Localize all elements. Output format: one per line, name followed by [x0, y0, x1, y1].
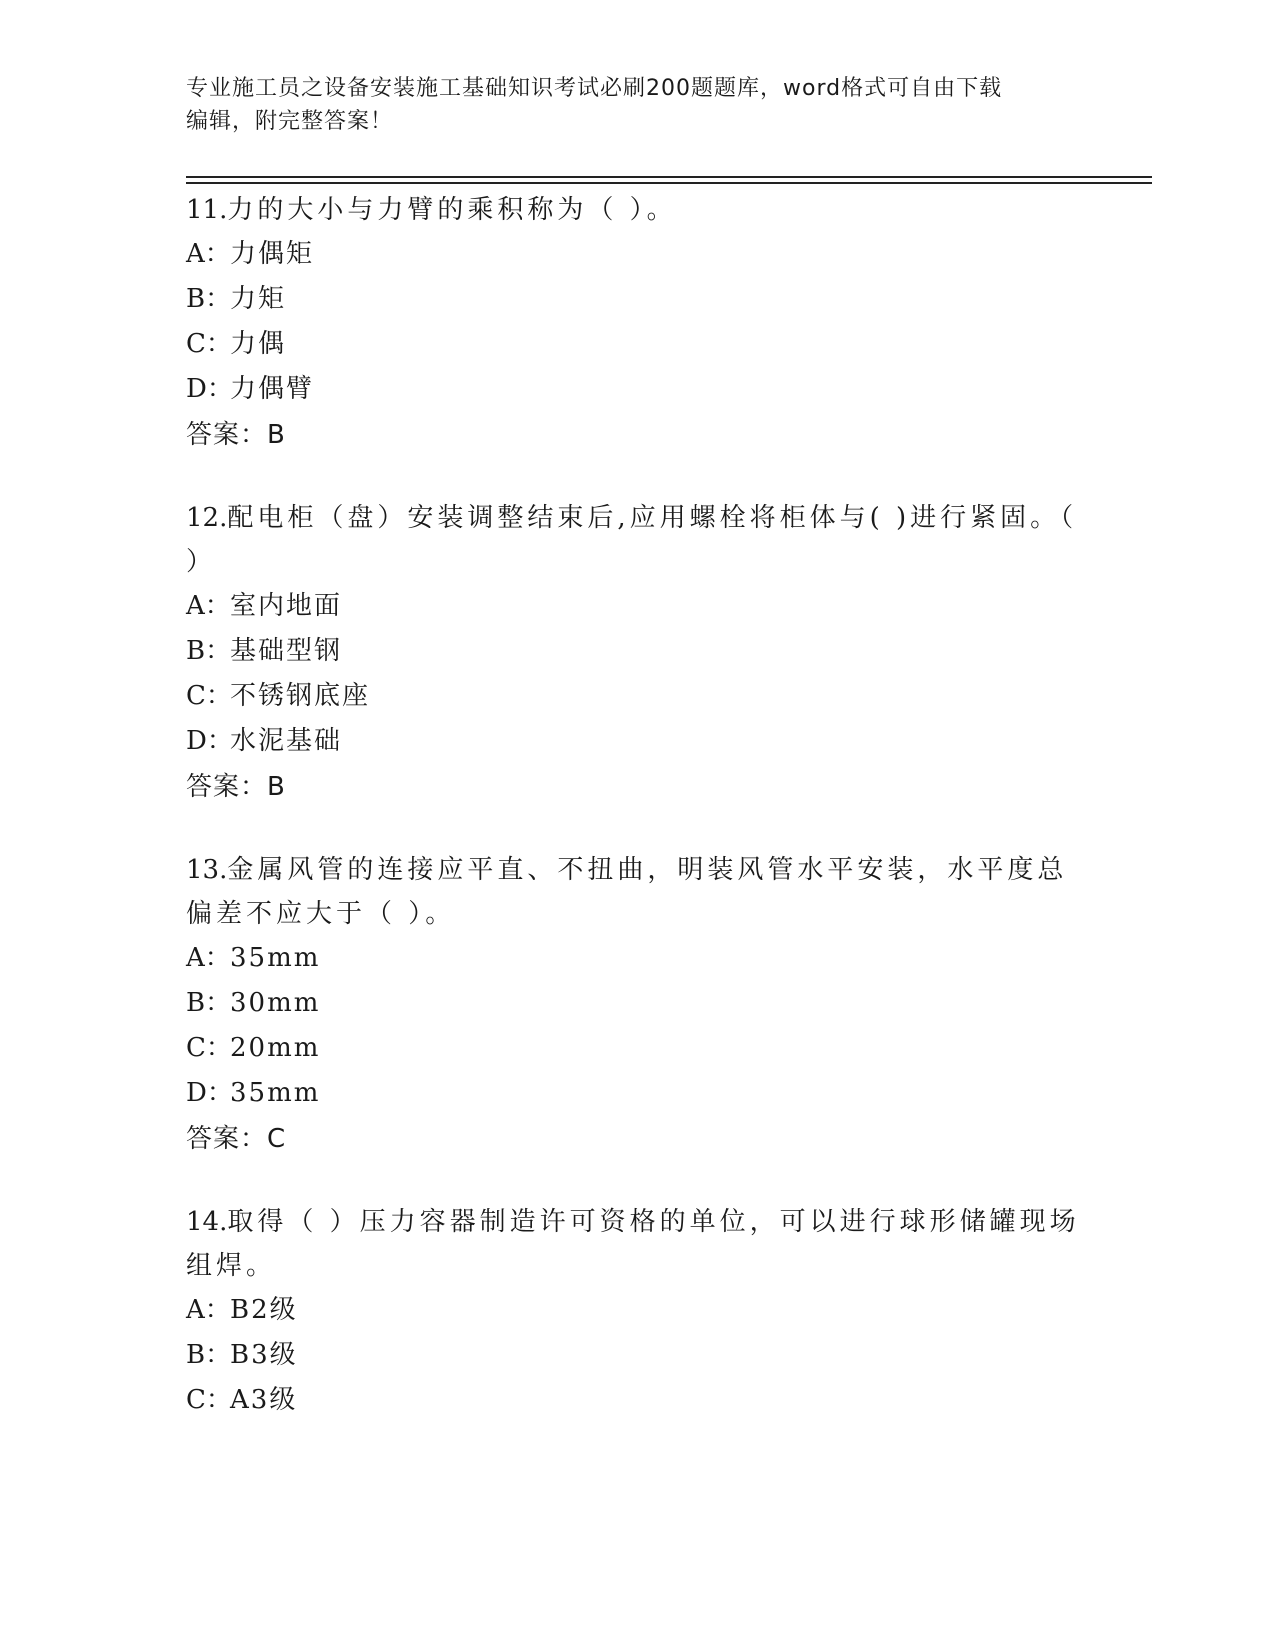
option-b: B：B3级: [186, 1340, 298, 1370]
question-text: 14.取得（ ）压力容器制造许可资格的单位，可以进行球形储罐现场组焊。: [186, 1207, 1080, 1281]
option-d: D：水泥基础: [186, 726, 343, 756]
header-line-1: 专业施工员之设备安装施工基础知识考试必刷200题题库，word格式可自由下载: [186, 76, 1003, 101]
document-header: [186, 72, 1066, 138]
question-14: [186, 1200, 1086, 1423]
question-12: [186, 496, 1086, 810]
question-text: 11.力的大小与力臂的乘积称为（ ）。: [186, 195, 677, 225]
header-rule-top: [186, 176, 1152, 178]
option-a: A：室内地面: [186, 591, 343, 621]
option-c: C：20mm: [186, 1033, 321, 1063]
option-a: A：力偶矩: [186, 239, 315, 269]
option-c: C：力偶: [186, 329, 287, 359]
header-line-2: 编辑，附完整答案！: [186, 109, 394, 134]
question-text: 12.配电柜（盘）安装调整结束后,应用螺栓将柜体与( )进行紧固。（ ）: [186, 503, 1078, 577]
question-13: [186, 848, 1086, 1162]
option-b: B：力矩: [186, 284, 287, 314]
answer: 答案：B: [186, 772, 286, 802]
option-d: D：35mm: [186, 1078, 321, 1108]
question-list: [186, 188, 1086, 1461]
option-a: A：B2级: [186, 1295, 298, 1325]
option-b: B：基础型钢: [186, 636, 343, 666]
option-c: C：不锈钢底座: [186, 681, 371, 711]
question-11: [186, 188, 1086, 458]
option-c: C：A3级: [186, 1385, 298, 1415]
option-a: A：35mm: [186, 943, 321, 973]
option-b: B：30mm: [186, 988, 321, 1018]
answer: 答案：B: [186, 420, 286, 450]
question-text: 13.金属风管的连接应平直、不扭曲，明装风管水平安装，水平度总偏差不应大于（ ）。: [186, 855, 1068, 929]
header-rule-bottom: [186, 182, 1152, 184]
option-d: D：力偶臂: [186, 374, 315, 404]
answer: 答案：C: [186, 1124, 287, 1154]
